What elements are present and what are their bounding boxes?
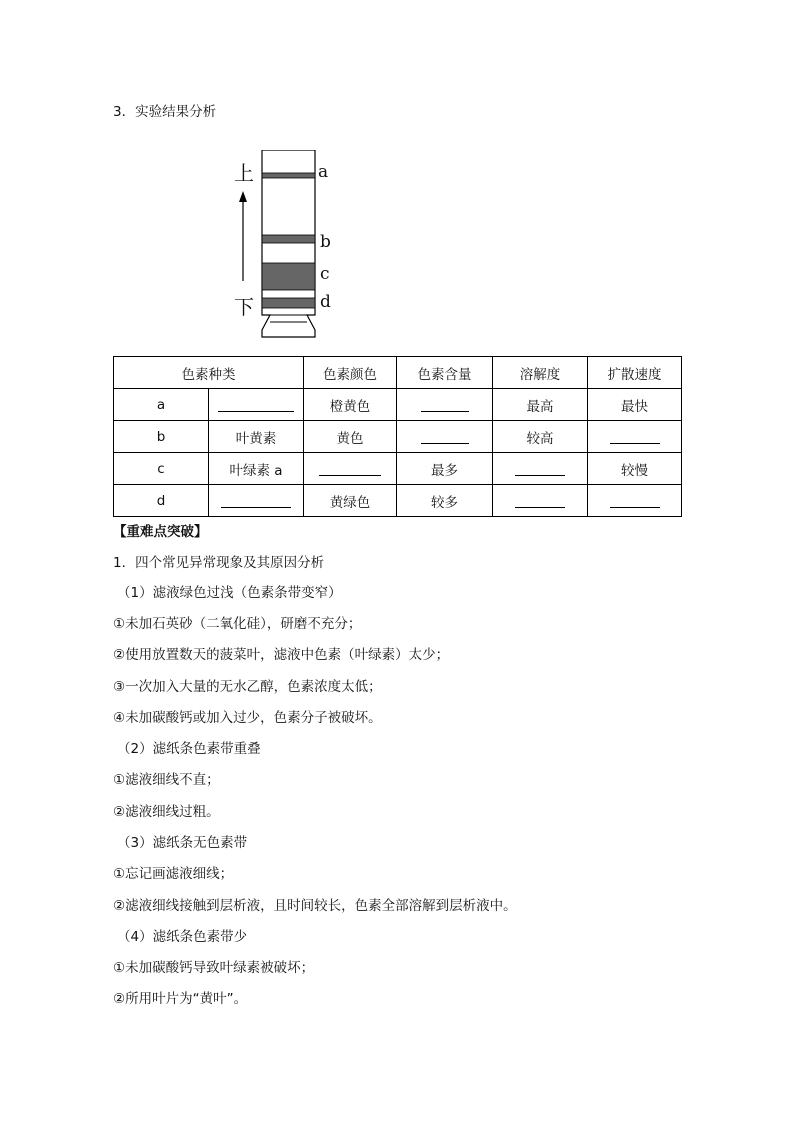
header-solubility: 溶解度: [493, 357, 588, 389]
cell-speed: [588, 421, 682, 453]
table-row: [114, 485, 682, 517]
band-label-b: b: [320, 232, 331, 252]
topic-title: 1．四个常见异常现象及其原因分析: [113, 555, 325, 571]
cell-content: 较多: [397, 485, 493, 517]
list-item: ③一次加入大量的无水乙醇，色素浓度太低；: [113, 679, 382, 695]
answer-blank[interactable]: [221, 493, 291, 508]
cell-solubility: 较高: [493, 421, 588, 453]
label-bottom: 下: [234, 295, 254, 319]
subsection-title-4: （4）滤纸条色素带少: [117, 929, 248, 945]
list-item: ①滤液细线不直；: [113, 772, 220, 788]
cell-name: 叶绿素 a: [209, 453, 304, 485]
header-pigment-color: 色素颜色: [304, 357, 397, 389]
cell-name: [209, 389, 304, 421]
band-label-d: d: [320, 292, 331, 312]
band-label-a: a: [318, 162, 329, 182]
cell-id: b: [114, 421, 209, 453]
cell-id: a: [114, 389, 209, 421]
subsection-title-2: （2）滤纸条色素带重叠: [117, 741, 261, 757]
answer-blank[interactable]: [421, 429, 469, 444]
cell-color: 橙黄色: [304, 389, 397, 421]
cell-name: [209, 485, 304, 517]
band-d: [262, 298, 315, 308]
table-row: [114, 389, 682, 421]
list-item: ②滤液细线过粗。: [113, 804, 220, 820]
answer-blank[interactable]: [610, 429, 660, 444]
cell-content: 最多: [397, 453, 493, 485]
cell-speed: 较慢: [588, 453, 682, 485]
cell-speed: [588, 485, 682, 517]
pigment-table: [113, 356, 682, 517]
list-item: ④未加碳酸钙或加入过少，色素分子被破坏。: [113, 710, 382, 726]
chromatography-diagram: [228, 150, 348, 345]
subsection-title-3: （3）滤纸条无色素带: [117, 835, 248, 851]
answer-blank[interactable]: [319, 461, 381, 476]
cell-id: c: [114, 453, 209, 485]
cell-content: [397, 421, 493, 453]
cell-speed: 最快: [588, 389, 682, 421]
header-pigment-type: 色素种类: [114, 357, 304, 389]
list-item: ①未加碳酸钙导致叶绿素被破坏；: [113, 960, 315, 976]
header-diffusion-speed: 扩散速度: [588, 357, 682, 389]
answer-blank[interactable]: [218, 397, 294, 412]
list-item: ②所用叶片为“黄叶”。: [113, 991, 248, 1007]
band-a: [262, 173, 315, 178]
answer-blank[interactable]: [515, 493, 565, 508]
band-b: [262, 235, 315, 243]
label-top: 上: [234, 161, 254, 185]
band-label-c: c: [320, 264, 330, 284]
answer-blank[interactable]: [421, 397, 469, 412]
table-row: [114, 421, 682, 453]
cell-color: 黄绿色: [304, 485, 397, 517]
cell-solubility: [493, 485, 588, 517]
subsection-title-1: （1）滤液绿色过浅（色素条带变窄）: [117, 585, 342, 601]
cell-solubility: [493, 453, 588, 485]
list-item: ②使用放置数天的菠菜叶，滤液中色素（叶绿素）太少；: [113, 647, 450, 663]
list-item: ②滤液细线接触到层析液，且时间较长，色素全部溶解到层析液中。: [113, 898, 517, 914]
list-item: ①未加石英砂（二氧化硅），研磨不充分；: [113, 616, 362, 632]
section-title: 【重难点突破】: [113, 524, 208, 540]
cell-solubility: 最高: [493, 389, 588, 421]
list-item: ①忘记画滤液细线；: [113, 866, 234, 882]
answer-blank[interactable]: [515, 461, 565, 476]
header-pigment-content: 色素含量: [397, 357, 493, 389]
cell-color: 黄色: [304, 421, 397, 453]
cell-color: [304, 453, 397, 485]
table-header-row: [114, 357, 682, 389]
table-row: [114, 453, 682, 485]
cell-content: [397, 389, 493, 421]
result-heading: 3．实验结果分析: [113, 104, 217, 120]
band-c: [262, 263, 315, 290]
cell-name: 叶黄素: [209, 421, 304, 453]
arrow-up-icon: [239, 191, 247, 202]
cell-id: d: [114, 485, 209, 517]
answer-blank[interactable]: [610, 493, 660, 508]
